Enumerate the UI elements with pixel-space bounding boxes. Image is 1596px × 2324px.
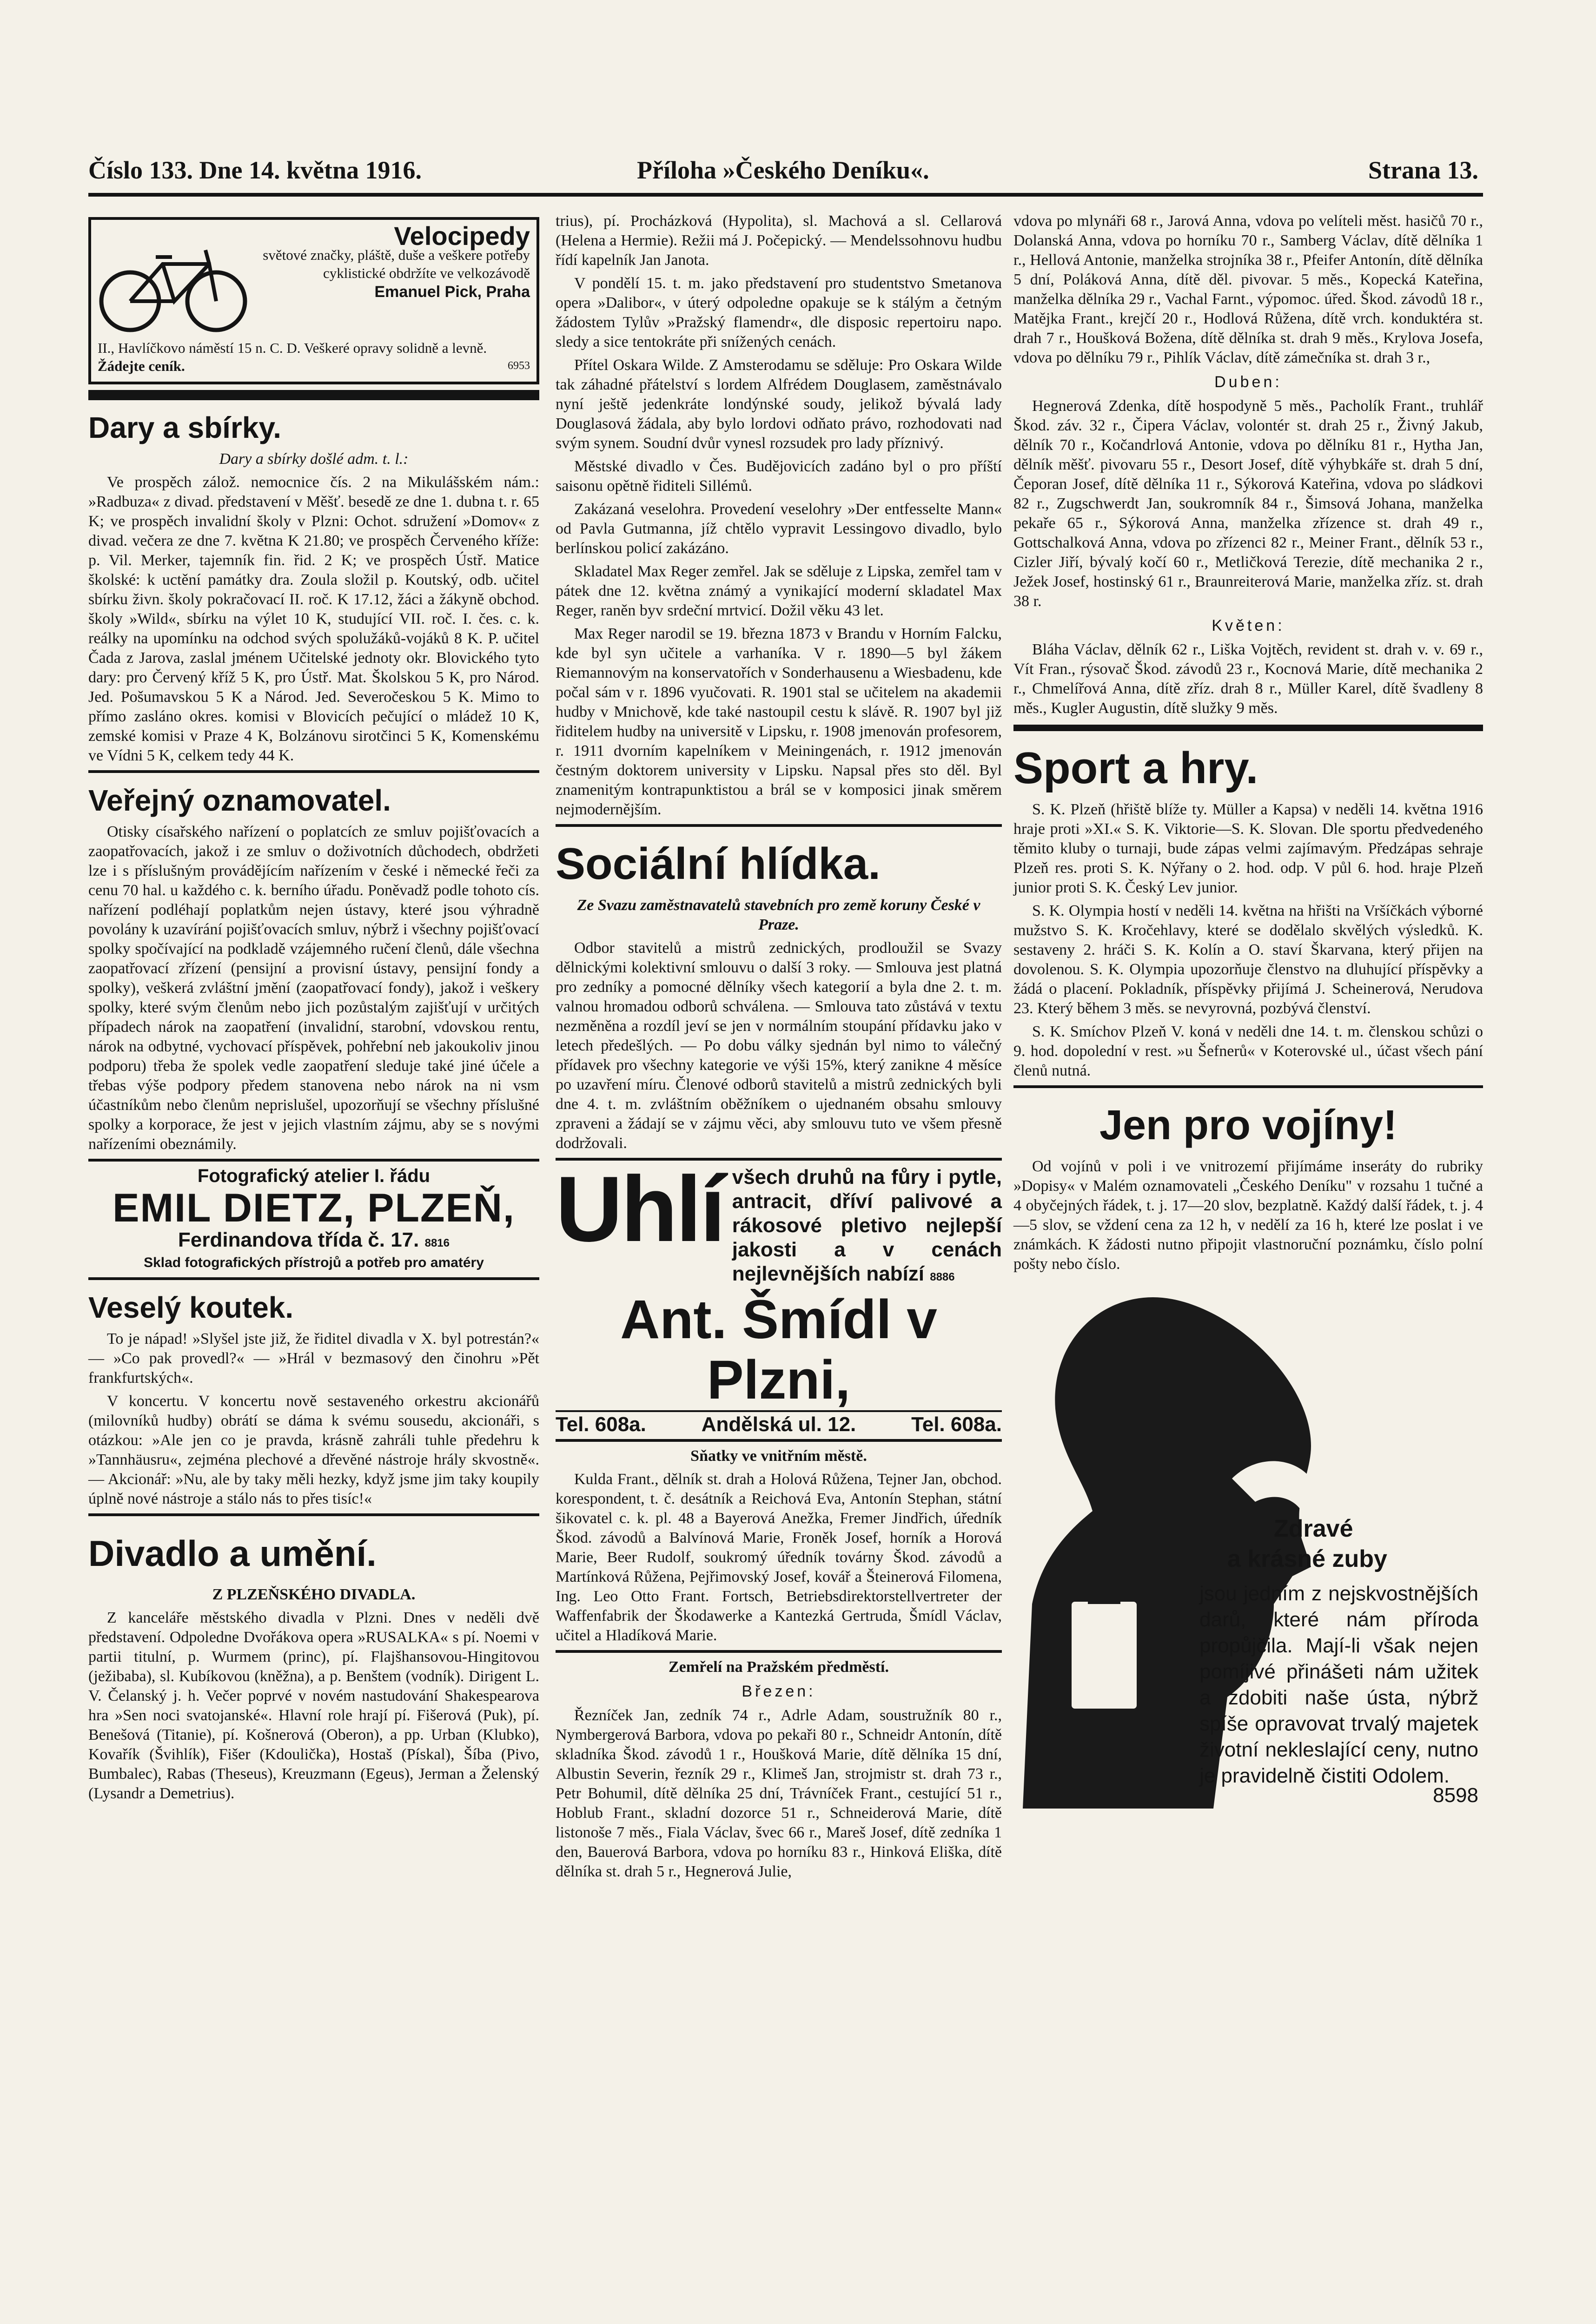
velocipedy-ad [88, 217, 539, 384]
divider [88, 1277, 539, 1280]
zakazana-note: Zakázaná veselohra. Provedení veselohry »Der entfesselte Mann« od Pavla Gutmanna, jíž chtělo vypravit Lessingovo divadlo, bylo berlínskou policí zakázáno. [556, 501, 1002, 557]
budejovice-note: Městské divadlo v Čes. Budějovicích zadáno byl o pro příští saisonu opětně řiditeli Sillémů. [556, 458, 1002, 495]
column-2 [556, 211, 1002, 1885]
zemreli-text: Řezníček Jan, zedník 74 r., Adrle Adam, soustružník 80 r., Nymbergerová Barbora, vdova po pekaři 80 r., Schneidr Antonín, dítě skladníka Škod. závodů 1 r., Houšková Marie, dítě dělníka 15 dní, Albustin Severin, řezník 29 r., Klimeš Jan, strojmistr st. drah 73 r., Petr Bohumil, dítě dělníka 25 dní, Trávníček Frant., cestující 51 r., Hoblub Frant., skladní dozorce 51 r., Schneiderová Marie, dítě listonoše 7 měs., Fiala Václav, švec 66 r., Mareš Josef, dítě zedníka 1 den, Bauerová Barbora, vdova po horníku 83 r., Hinková Eliška, dítě dělníka st. drah 5 r., Hegnerová Julie, [556, 1707, 1002, 1880]
month-brezen: Březen: [742, 1683, 816, 1700]
atelier-code: 8816 [424, 1237, 450, 1249]
coal-code: 8886 [930, 1271, 955, 1283]
reger-bio: Max Reger narodil se 19. března 1873 v Brandu v Horním Falcku, kde byl syn učitele a varhaníka. V r. 1890—5 byl žákem Riemannovým na konservatořích v Sonderhausenu a Wiesbadenu, kde počal sám v r. 1896 vyučovati. R. 1901 stal se učitelem na akademii hudby v Mnichově, kde také nastoupil cestu k slávě. R. 1907 byl již řiditelem hudby na universitě v Lipsku, r. 1908 jmenován profesorem, r. 1911 dvorním kapelníkem v Meiningenách, r. 1912 jmenován čestným doktorem university v Lipsku. Napsal přes sto děl. Byl znamenitým kontrapunktistou a brál se v komposici jinak směrem nejmodernějším. [556, 625, 1002, 818]
theatre-program: V pondělí 15. t. m. jako představení pro studentstvo Smetanova opera »Dalibor«, v úterý odpoledne opakuje se k stálým a četným žádostem Tylův »Pražský flamendr«, dle disposic repertoiru napo. sledy a sice tentokráte při snížených cenách. [556, 275, 1002, 350]
velocipedy-body: světové značky, pláště, duše a veškere potřeby cyklistické obdržíte ve velkozávodě [263, 247, 530, 281]
atelier-line1: Fotografický atelier I. řádu [197, 1166, 430, 1186]
oznamovatel-title: Veřejný oznamovatel. [88, 784, 391, 817]
divider [1013, 725, 1483, 731]
socialni-title: Sociální hlídka. [556, 839, 881, 889]
dary-text: Ve prospěch zálož. nemocnice čís. 2 na Mikulášském nám.: »Radbuza« z divad. představení v Měšť. besedě ze dne 1. dubna t. r. 65 K; ve prospěch invalidní školy v Plzni: Ochot. sdružení »Domov« z divad. večera ze dne 7. května K 21.80; ve prospěch Červeného kříže: p. Vil. Merker, tajemník fin. řid. 2 K; ve prospěch Ústř. Matice školské: k uctění památky dra. Zoula složil p. Koutský, odb. učitel sbírku živn. školy pokračovací II. roč. K 17.12, žáci a žákyně obchod. školy »Wild«, sbírku na výlet 10 K, studující VII. roč. I. čes. c. k. reálky na upomínku na odchod svých spolužáků-vojáků 8 K. P. učitel Čada z Jarova, zaslal jménem Učitelské jednoty okr. Blovického tyto dary: pro Červený kříž 5 K, pro Ústř. Mat. Školskou 5 K, pro Národ. Jed. Pošumavskou 5 K a Národ. Jed. Severočeskou 5 K. Mimo to přímo zasláno okres. komisi v Blovicích pečující o mládež 10 K, zemské komisi v Praze 4 K, Bolzánovu sirotčinci 5 K, Komenskému ve Vídni 5 K, celkem tedy 44 K. [88, 474, 539, 764]
coal-word: Uhlí [556, 1157, 724, 1261]
divider [556, 824, 1002, 827]
velocipedy-code: 6953 [508, 360, 530, 372]
coal-firm: Ant. Šmídl v Plzni, [620, 1289, 937, 1411]
atelier-line4: Sklad fotografických přístrojů a potřeb pro amatéry [144, 1255, 484, 1270]
atelier-address: Ferdinandova třída č. 17. [178, 1228, 419, 1251]
month-kveten: Květen: [1212, 617, 1285, 634]
odol-title2: a krásné zuby [1227, 1545, 1387, 1572]
coal-address: Andělská ul. 12. [701, 1413, 856, 1436]
sport-smichov: S. K. Smíchov Plzeň V. koná v neděli dne 14. t. m. členskou schůzi o 9. hod. dopolední v rest. »u Šefnerů« v Koterovské ul., účast všech pání členů nutná. [1013, 1023, 1483, 1079]
atelier-name: EMIL DIETZ, PLZEŇ, [113, 1186, 515, 1230]
zemreli-duben: Hegnerová Zdenka, dítě hospodyně 5 měs., Pacholík Frant., truhlář Škod. záv. 32 r., Čipera Václav, volontér st. drah 25 r., Živný Jakub, dělník 70 r., Kočandrlová Antonie, vdova po dělníku 81 r., Hytha Jan, dělník měšť. pivovaru 55 r., Desort Josef, dítě výhybkáře st. drah 5 dní, Čeporan Josef, dítě dělníka 11 r., Sýkorová Kateřina, vdova po sládkovi 82 r., Zugschwerdt Jan, soukromník 84 r., Šimsová Johana, manželka pekaře 65 r., Sýkorová Anna, manželka zřízence st. drah 49 r., Gottschalková Anna, vdova po zřízenci 82 r., Meiner Frant., dělník 53 r., Cizler Jiří, bývalý kočí 60 r., Metličková Terezie, dítě mechanika 2 r., Ježek Josef, hostinský 61 r., Braunreiterová Marie, manželka zříz. st. drah 38 r. [1013, 397, 1483, 610]
sport-plzen: S. K. Plzeň (hřiště blíže ty. Müller a Kapsa) v neděli 14. května 1916 hraje proti »XI.« S. K. Viktorie—S. K. Slovan. Dle sportu předvedeného těmito kluby o turnaji, bude zápas velmi zajímavým. Předzápas sehraje Plzeň res. proti S. K. Nýřany o 2. hod. odp. V půl 6. hod. hraje Plzeň junior proti S. K. Český Lev junior. [1013, 801, 1483, 896]
velocipedy-firm: Emanuel Pick, Praha [374, 283, 530, 301]
socialni-text: Odbor stavitelů a mistrů zednických, prodloužil se Svazy dělnickými kolektivní smlouvu o další 3 roky. — Smlouva jest platná pro zedníky a pomocné dělníky všech kategorií a byla dne 2. t. m. valnou hromadou odborů schválena. — Smlouva tato zůstává v textu nezměněna a rozdíl jeví se jen v normálním stoupání přídavku jako v letech předešlých. — Po dobu války sjednán byl nimo to válečný přídavek pro všechny kategorie ve výši 15%, který zanikne 4 měsíce po uzavření míru. Členové odborů stavitelů a mistrů zednických byli dne 4. t. m. zvláštním oběžníkem o ujednaném obsahu smlouvy zpraveni a žádají se v zájmu věci, aby smlouvu tuto ve všem přesně dodržovali. [556, 939, 1002, 1152]
divadlo-title: Divadlo a umění. [88, 1533, 377, 1574]
divadlo-subtitle: Z PLZEŇSKÉHO DIVADLA. [212, 1586, 416, 1603]
atelier-ad [88, 1166, 539, 1273]
divider [88, 390, 539, 400]
column-3 [1013, 211, 1483, 1809]
velocipedy-cta: Žádejte ceník. [98, 358, 185, 374]
koutek-joke-2: V koncertu. V koncertu nově sestaveného orkestru akcionářů (milovníků hudby) obrátí se dáma k svému sousedu, akcionáři, s otázkou: »Ale jen co je pravda, krásně zahráli tuhle předehru k »Tannhäusru«, zejména plechové a dřevěné nástroje hrály skvostně«. — Akcionář: »Nu, ale by taky měli hezky, když jsme jim taky koupily úplně nové nástroje a stálo nás to přes tisíc!« [88, 1393, 539, 1507]
coal-ad [556, 1157, 1002, 1436]
oznamovatel-text: Otisky císařského nařízení o poplatcích ze smluv pojišťovacích a zaopatřovacích, jakož i ze smluv o doživotních důchodech, obdržeti lze i s příslušným provádějícím nařízením v české i německé řeči za cenu 70 hal. u každého c. k. berního úřadu. Poněvadž podle tohoto cís. nařízení podléhají poplatkům nejen ústavy, které jsou výhradně povolány k uzavírání pojišťovacích smluv, nýbrž i všechny pojišťovací spolky spočívající na podkladě vzájemného ručení členů, dále všechna zaopatřovací zřízení (pensijní a provisní ústavy, pensijní fondy a spolky), veškerá zvláštní jmění (zaopatřovací fondy), jakož i veškery spolky, které svým členům nebo jich pozůstalým zajišťují v určitých případech nárok na zaopatření (invalidní, starobní, vdovskou rentu, nárok na odbytné, vychovací příspěvek, pohřební neb jakoukoliv jinou podporu) třeba že spolek vedle zaopatření sleduje také jiné účele a třebas výše podpory předem stanovena nebo nárok na ni vsm účastníkům nebo členům neprislušel, upozorňují se všechny příslušné spolky a korporace, že jest v jejich vlastním zájmu, aby se s novými nařízeními obeznámily. [88, 823, 539, 1153]
socialni-subtitle: Ze Svazu zaměstnavatelů stavebních pro země koruny České v Praze. [577, 897, 980, 933]
divider [556, 1650, 1002, 1653]
supplement-title: Příloha »Českého Deníku«. [637, 156, 929, 184]
divider [88, 1159, 539, 1162]
velocipedy-title: Velocipedy [394, 221, 530, 251]
divider [1013, 1085, 1483, 1088]
divider [88, 1513, 539, 1516]
bicycle-icon [98, 229, 251, 336]
odol-code: 8598 [1433, 1784, 1478, 1807]
divider [88, 770, 539, 773]
wilde-note: Přítel Oskara Wilde. Z Amsterodamu se sděluje: Pro Oskara Wilde tak záhadné přátelství s lordem Alfrédem Douglasem, zaměstnávalo nyní ještě jedenkráte londýnské soudy, jelikož bývalá lady Douglasová žádala, aby bylo lordovi odňato právo, rozhodovati nad svým synem. Soudní dvůr vynesl rozsudek pro lady příznivý. [556, 357, 1002, 452]
column-1 [88, 211, 539, 1807]
coal-tel-right: Tel. 608a. [911, 1413, 1002, 1436]
jen-title: Jen pro vojíny! [1099, 1102, 1397, 1149]
zemreli-cont: vdova po mlynáři 68 r., Jarová Anna, vdova po velíteli měst. hasičů 70 r., Dolanská Anna, vdova po horníku 70 r., Samberg Václav, dítě dělníka 1 r., Hellová Antonie, manželka strojníka 38 r., Pfeifer Antonín, dítě dělníka 5 dní, Poláková Anna, dítě děl. pivovar. 5 měs., Kopecká Kateřina, manželka dělníka 29 r., Vachal Farnt., výpomoc. úřed. Škod. závodů 18 r., Matějka Frant., krejčí 20 r., Hodlová Růžena, dítě vrch. konduktéra st. drah 7 r., Houšková Božena, dítě dělníka st. drah 9 měs., Krylova Josefa, vdova po dělníku 79 r., Pihlík Václav, dítě zámečníka st. drah 3 r., [1013, 212, 1483, 366]
jen-text: Od vojínů v poli i ve vnitrozemí přijímáme inseráty do rubriky »Dopisy« v Malém oznamovateli „Českého Deníku" v rozsahu 1 tučné a 4 obyčejných řádek, t. j. 17—20 slov, bezplatně. Každý další řádek, t. j. 4—5 slov, se vždení cena za 12 h, v nedělí za 16 h, které lze poslat i ve známkách. K žádosti nutno připojit vlastnoruční poznámku, číslo polní pošty nebo číslo. [1013, 1158, 1483, 1273]
snatky-title: Sňatky ve vnitřním městě. [690, 1447, 867, 1465]
dary-subtitle: Dary a sbírky došlé adm. t. l.: [219, 450, 409, 468]
coal-text: všech druhů na fůry i pytle, antracit, dříví palivové a rákosové pletivo nejlepší jakosti a v cenách nejlevnějších nabízí [732, 1166, 1002, 1285]
month-duben: Duben: [1214, 373, 1282, 391]
sport-olympia: S. K. Olympia hostí v neděli 14. května na hřišti na Vršíčkách výborné mužstvo S. K. Kročehlavy, které se dodělalo skvělých výsledků. K. sestaveny 2. hráči S. K. Kolín a O. staví Škarvana, který přijen na dovolenou. S. K. Olympia upozorňuje členstvo na dluhující příspěvky a žádá o placení. Pokladník, příspěvky přijímá J. Scheinerová, Nerudova 23. Který během 3 měs. se nevyrovná, pozbývá členství. [1013, 902, 1483, 1017]
velocipedy-address: II., Havlíčkovo náměstí 15 n. C. D. Veškeré opravy solidně a levně. [98, 340, 487, 356]
zemreli-title: Zemřelí na Pražském předměstí. [669, 1658, 889, 1676]
koutek-joke-1: To je nápad! »Slyšel jste již, že řiditel divadla v X. byl potrestán?« — »Co pak provedl?« — »Hrál v bezmasový den činohru »Pět frankfurtských«. [88, 1330, 539, 1386]
odol-text: jsou jedním z nejskvostnějších darů, které nám příroda propůjčila. Mají-li však nejen pomíjivé přinášeti nám užitek a zdobiti naše ústa, nýbrž spíše opravovat trvalý majetek životní nekleslající ceny, nutno je pravidelně čistiti Odolem. [1199, 1582, 1478, 1787]
odol-title1: Zdravé [1274, 1515, 1353, 1542]
page-number: Strana 13. [1368, 156, 1478, 184]
koutek-title: Veselý koutek. [88, 1291, 294, 1324]
theatre-cont: trius), pí. Procházková (Hypolita), sl. Machová a sl. Cellarová (Helena a Hermie). Režii má J. Počepický. — Mendelssohnovu hudbu řídí kapelník Jan Janota. [556, 212, 1002, 269]
odol-ad [1013, 1279, 1483, 1809]
reger-note: Skladatel Max Reger zemřel. Jak se sděluje z Lipska, zemřel tam v pátek dne 12. května známý a vynikající moderní skladatel Max Reger, raněn byv srdeční mrtvicí. Dožil věku 43 let. [556, 563, 1002, 619]
zemreli-kveten: Bláha Václav, dělník 62 r., Liška Vojtěch, revident st. drah v. v. 69 r., Vít Fran., rýsovač Škod. závodů 23 r., Kocnová Marie, dítě mechanika 2 r., Chmelířová Anna, dítě zříz. drah 8 r., Müller Karel, dítě švadleny 8 měs., Kugler Augustin, dítě služky 9 měs. [1013, 641, 1483, 717]
coal-tel-left: Tel. 608a. [556, 1413, 646, 1436]
dary-title: Dary a sbírky. [88, 411, 282, 444]
divadlo-text: Z kanceláře městského divadla v Plzni. Dnes v neděli dvě představení. Odpoledne Dvořákova opera »RUSALKA« s pí. Noemi v partii titulní, p. Wurmem (princ), pí. Flajšhansovou-Hingitovou (ježibaba), sl. Kubíkovou (kněžna), a p. Benštem (vodník). Dirigent L. V. Čelanský j. h. Večer poprvé v novém nastudování Shakespearova hra »Sen noci svatojanské«. Hlavní role hrají pí. Fišerová (Puk), pí. Benešová (Titanie), pí. Košnerová (Oberon), a pp. Urban (Klubko), Kovařík (Švihlík), Fišer (Kdoulička), Hostaš (Pískal), Šíba (Pivo, Bumbalec), Rabas (Theseus), Kreuzmann (Egeus), Jerman a Želenský (Lysandr a Demetrius). [88, 1609, 539, 1802]
sport-title: Sport a hry. [1013, 743, 1258, 793]
snatky-text: Kulda Frant., dělník st. drah a Holová Růžena, Tejner Jan, obchod. korespondent, t. č. desátník a Reichová Eva, Antonín Stephan, státní šikovatel c. k. pl. 48 a Bayerová Anežka, Fremer Jindřich, úředník Škod. závodů a Balvínová Marie, Froněk Josef, horník a Horová Marie, Beer Rudolf, soukromý úředník továrny Škod. závodů a Martínková Růžena, Pejřimovský Josef, kovář a Šteinerová Filomena, Ing. Leo Otto Frant. Fortsch, Betriebsdirektorstellvertreter der Waffenfabrik der Škodawerke a Kantezká Gertruda, Šmídl Václav, učitel a Hladíková Marie. [556, 1471, 1002, 1644]
page-header [88, 151, 1483, 197]
divider [556, 1439, 1002, 1442]
issue-date: Číslo 133. Dne 14. května 1916. [88, 156, 422, 184]
